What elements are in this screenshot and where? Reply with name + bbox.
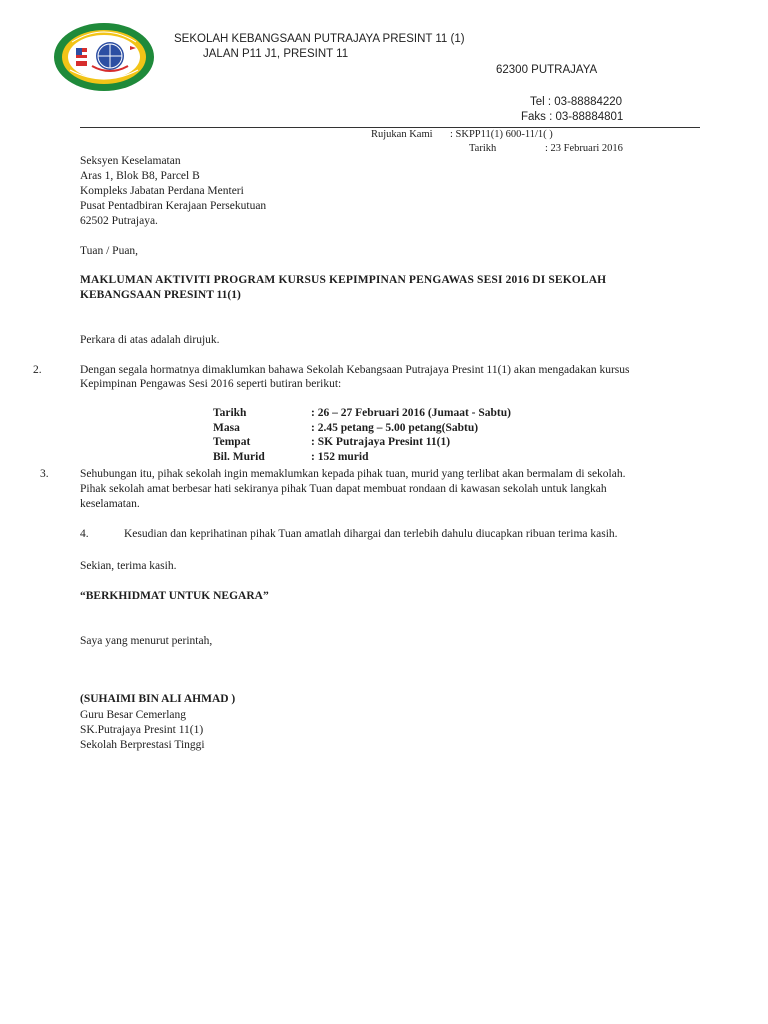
school-postcode-city: 62300 PUTRAJAYA [496, 64, 598, 76]
recipient-line-5: 62502 Putrajaya. [80, 215, 158, 227]
date-label: Tarikh [469, 143, 497, 154]
signatory-title-1: Guru Besar Cemerlang [80, 709, 187, 721]
date-value: : 23 Februari 2016 [545, 143, 623, 154]
school-fax: Faks : 03-88884801 [521, 111, 624, 123]
subject-line-2: KEBANGSAAN PRESINT 11(1) [80, 289, 241, 301]
paragraph-3-line-3: keselamatan. [80, 498, 140, 510]
paragraph-3-number: 3. [40, 468, 49, 480]
detail-label: Bil. Murid [213, 450, 265, 463]
detail-value: : 26 – 27 Februari 2016 (Jumaat - Sabtu) [311, 407, 511, 419]
detail-value: : SK Putrajaya Presint 11(1) [311, 436, 451, 448]
paragraph-4-text: Kesudian dan keprihatinan pihak Tuan amatlah dihargai dan terlebih dahulu diucapkan ribuan terima kasih. [124, 528, 618, 540]
subject-line-1: MAKLUMAN AKTIVITI PROGRAM KURSUS KEPIMPINAN PENGAWAS SESI 2016 DI SEKOLAH [80, 274, 607, 286]
detail-row [213, 422, 511, 437]
motto: “BERKHIDMAT UNTUK NEGARA” [80, 590, 269, 602]
recipient-line-3: Kompleks Jabatan Perdana Menteri [80, 185, 244, 197]
school-crest-icon [54, 20, 155, 92]
signoff: Saya yang menurut perintah, [80, 635, 213, 647]
signatory-name: (SUHAIMI BIN ALI AHMAD ) [80, 693, 236, 705]
recipient-line-2: Aras 1, Blok B8, Parcel B [80, 170, 200, 182]
paragraph-2-line-2: Kepimpinan Pengawas Sesi 2016 seperti butiran berikut: [80, 378, 342, 390]
detail-value: : 152 murid [311, 450, 369, 463]
signatory-title-3: Sekolah Berprestasi Tinggi [80, 739, 205, 751]
ref-label: Rujukan Kami [371, 129, 433, 140]
program-details [213, 407, 511, 465]
school-address: JALAN P11 J1, PRESINT 11 [203, 48, 349, 60]
paragraph-3-line-2: Pihak sekolah amat berbesar hati sekiranya pihak Tuan dapat membuat rondaan di kawasan sekolah untuk langkah [80, 483, 607, 495]
detail-label: Masa [213, 421, 240, 434]
detail-row [213, 451, 511, 466]
closing: Sekian, terima kasih. [80, 560, 177, 572]
salutation: Tuan / Puan, [80, 245, 139, 257]
ref-value: : SKPP11(1) 600-11/1( ) [450, 129, 553, 140]
detail-label: Tarikh [213, 407, 247, 419]
detail-value: : 2.45 petang – 5.00 petang(Sabtu) [311, 421, 479, 434]
recipient-line-4: Pusat Pentadbiran Kerajaan Persekutuan [80, 200, 267, 212]
detail-row [213, 407, 511, 422]
signatory-title-2: SK.Putrajaya Presint 11(1) [80, 724, 204, 736]
school-tel: Tel : 03-88884220 [530, 96, 623, 108]
recipient-line-1: Seksyen Keselamatan [80, 155, 181, 167]
paragraph-1: Perkara di atas adalah dirujuk. [80, 334, 220, 346]
paragraph-4-number: 4. [80, 528, 89, 540]
paragraph-3-line-1: Sehubungan itu, pihak sekolah ingin memaklumkan kepada pihak tuan, murid yang terlibat akan bermalam di sekolah. [80, 468, 626, 480]
paragraph-2-line-1: Dengan segala hormatnya dimaklumkan bahawa Sekolah Kebangsaan Putrajaya Presint 11(1) akan mengadakan kursus [80, 364, 630, 376]
detail-label: Tempat [213, 436, 251, 448]
school-name: SEKOLAH KEBANGSAAN PUTRAJAYA PRESINT 11 (1) [174, 33, 465, 45]
paragraph-2-number: 2. [33, 364, 42, 376]
detail-row [213, 436, 511, 451]
